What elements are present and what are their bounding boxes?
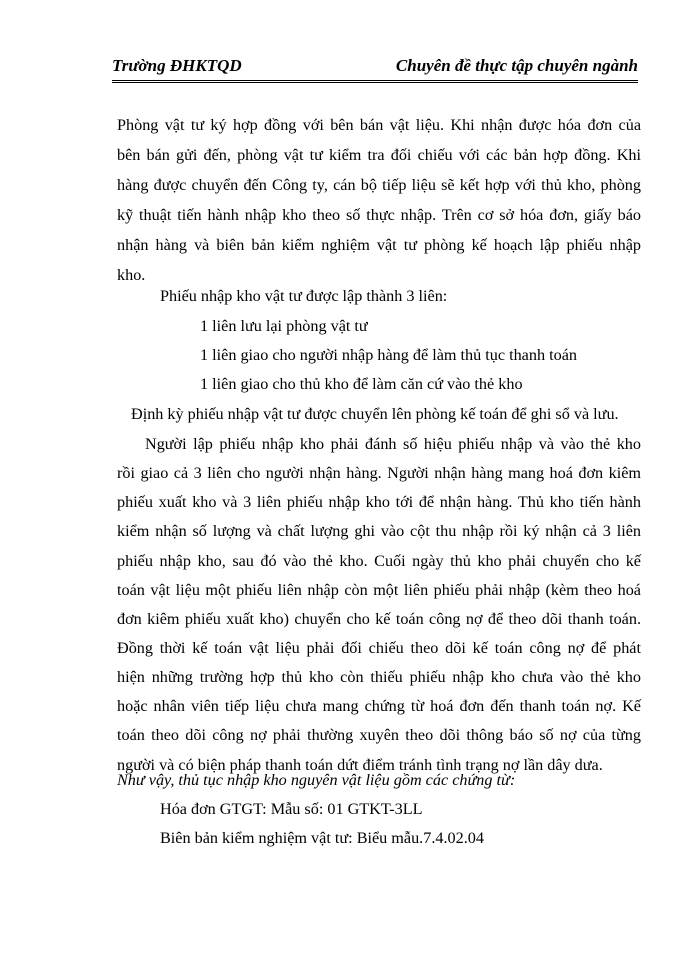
paragraph-2-line: Người lập phiếu nhập kho phải đánh số hiệu phiếu nhập và vào thẻ kho [145, 435, 641, 453]
document-item: Hóa đơn GTGT: Mẫu số: 01 GTKT-3LL [160, 800, 423, 818]
paragraph-1-line: nhận hàng và biên bản kiểm nghiệm vật tư phòng kế hoạch lập phiếu nhập [117, 236, 641, 254]
list-item: 1 liên giao cho thủ kho để làm căn cứ vào thẻ kho [200, 375, 523, 393]
list-item: 1 liên lưu lại phòng vật tư [200, 317, 368, 335]
list-item: 1 liên giao cho người nhập hàng để làm thủ tục thanh toán [200, 346, 577, 364]
paragraph-2-line: toán theo dõi công nợ phải thường xuyên theo dõi thông báo số nợ của từng [117, 726, 641, 744]
paragraph-2-line: hiện những trường hợp thủ kho còn thiếu phiếu nhập kho chưa vào thẻ kho [117, 668, 641, 686]
periodic-note: Định kỳ phiếu nhập vật tư được chuyển lên phòng kế toán để ghi sổ và lưu. [131, 405, 619, 423]
paragraph-2-line: phiếu nhập kho, sau đó vào thẻ kho. Cuối ngày thủ kho phải chuyển cho kế [117, 552, 641, 570]
paragraph-2-line: Đồng thời kế toán vật liệu phải đối chiếu theo dõi kế toán công nợ để phát [117, 639, 641, 657]
paragraph-1-line: hàng được chuyển đến Công ty, cán bộ tiếp liệu sẽ kết hợp với thủ kho, phòng [117, 176, 641, 194]
paragraph-2-line: toán vật liệu một phiếu liên nhập còn một liên phiếu phải nhập (kèm theo hoá [117, 581, 641, 599]
paragraph-1-line: Phòng vật tư ký hợp đồng với bên bán vật liệu. Khi nhận được hóa đơn của [117, 116, 641, 134]
paragraph-2-line: người và có biện pháp thanh toán dứt điểm tránh tình trạng nợ lần dây dưa. [117, 756, 603, 774]
header-school: Trường ĐHKTQD [112, 56, 242, 75]
paragraph-2-line: kiểm nhận số lượng và chất lượng ghi vào cột thu nhập rồi ký nhận cả 3 liên [117, 522, 641, 540]
header-report-title: Chuyên đề thực tập chuyên ngành [395, 56, 638, 75]
summary-italic: Như vậy, thủ tục nhập kho nguyên vật liệu gồm các chứng từ: [117, 771, 516, 789]
paragraph-2-line: hoặc nhân viên tiếp liệu chưa mang chứng từ hoá đơn đến thanh toán nợ. Kế [117, 697, 641, 715]
paragraph-2-line: phiếu xuất kho và 3 liên phiếu nhập kho tới để nhận hàng. Thủ kho tiến hành [117, 493, 641, 511]
paragraph-2-line: đơn kiêm phiếu xuất kho) chuyển cho kế toán công nợ để theo dõi thanh toán. [117, 610, 641, 628]
paragraph-1-line: kho. [117, 266, 146, 284]
list-intro: Phiếu nhập kho vật tư được lập thành 3 liên: [160, 287, 448, 305]
paragraph-1-line: bên bán gửi đến, phòng vật tư kiểm tra đối chiếu với các bản hợp đồng. Khi [117, 146, 641, 164]
paragraph-2-line: rồi giao cả 3 liên cho người nhận hàng. Người nhận hàng mang hoá đơn kiêm [117, 464, 641, 482]
document-item: Biên bản kiểm nghiệm vật tư: Biểu mẫu.7.4.02.04 [160, 829, 484, 847]
page-header [112, 50, 638, 83]
paragraph-1-line: kỹ thuật tiến hành nhập kho theo số thực nhập. Trên cơ sở hóa đơn, giấy báo [117, 206, 641, 224]
